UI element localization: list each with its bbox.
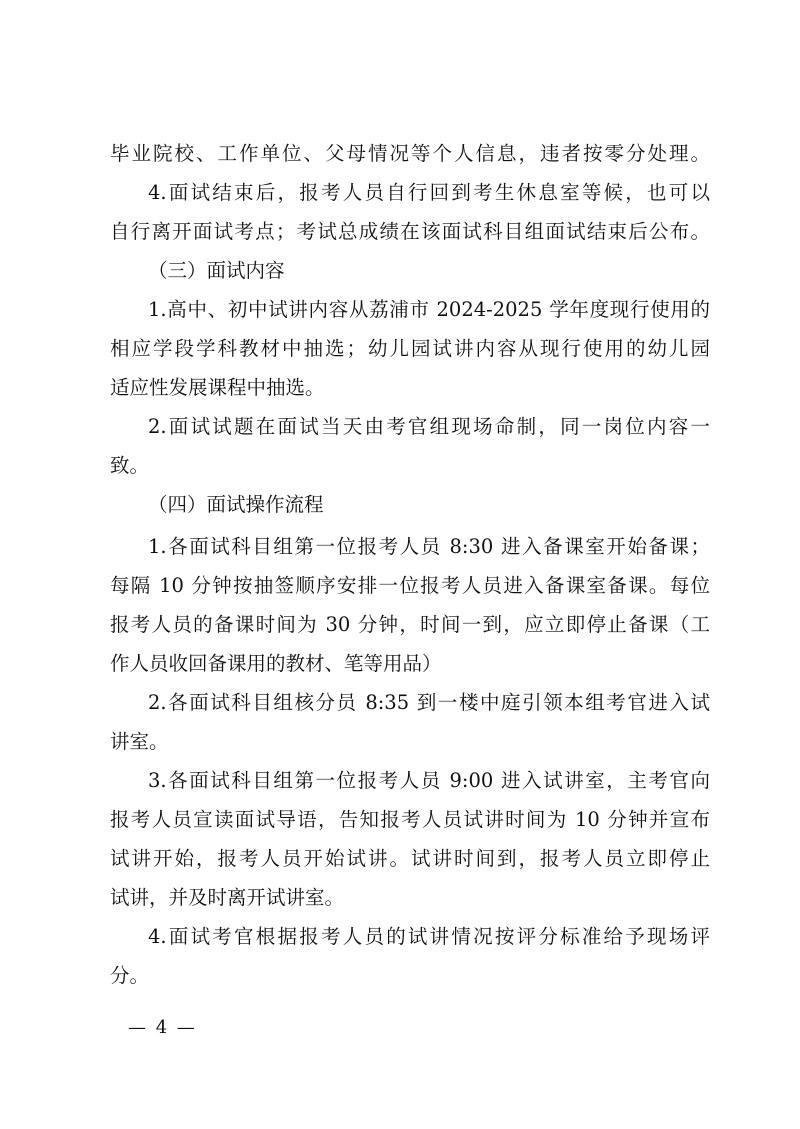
body-text-line: 分。 <box>110 964 150 987</box>
body-text-line: 自行离开面试考点；考试总成绩在该面试科目组面试结束后公布。 <box>110 220 710 243</box>
body-text-line: 每隔 10 分钟按抽签顺序安排一位报考人员进入备课室备课。每位 <box>110 574 710 597</box>
body-text-line: 毕业院校、工作单位、父母情况等个人信息，违者按零分处理。 <box>110 142 710 165</box>
body-text-line: 试讲开始，报考人员开始试讲。试讲时间到，报考人员立即停止 <box>110 847 710 870</box>
section-heading: （四）面试操作流程 <box>148 493 324 516</box>
body-text-line: 1.高中、初中试讲内容从荔浦市 2024-2025 学年度现行使用的 <box>148 298 710 321</box>
body-text-line: 试讲，并及时离开试讲室。 <box>110 886 345 909</box>
body-text-line: 讲室。 <box>110 730 169 753</box>
body-text-line: 报考人员宣读面试导语，告知报考人员试讲时间为 10 分钟并宣布 <box>110 808 710 831</box>
body-text-line: 1.各面试科目组第一位报考人员 8:30 进入备课室开始备课； <box>148 535 710 558</box>
body-text-line: 作人员收回备课用的教材、笔等用品） <box>110 652 442 675</box>
body-text-line: 相应学段学科教材中抽选；幼儿园试讲内容从现行使用的幼儿园 <box>110 337 710 360</box>
body-text-line: 2.各面试科目组核分员 8:35 到一楼中庭引领本组考官进入试 <box>148 691 710 714</box>
section-heading: （三）面试内容 <box>148 259 285 282</box>
body-text-line: 适应性发展课程中抽选。 <box>110 376 325 399</box>
body-text-line: 致。 <box>110 454 150 477</box>
body-text-line: 报考人员的备课时间为 30 分钟，时间一到，应立即停止备课（工 <box>110 613 710 636</box>
body-text-line: 4.面试考官根据报考人员的试讲情况按评分标准给予现场评 <box>148 925 710 948</box>
body-text-line: 2.面试试题在面试当天由考官组现场命制，同一岗位内容一 <box>148 415 710 438</box>
body-text-line: 3.各面试科目组第一位报考人员 9:00 进入试讲室，主考官向 <box>148 769 710 792</box>
page-number: — 4 — <box>128 1017 197 1038</box>
body-text-line: 4.面试结束后，报考人员自行回到考生休息室等候，也可以 <box>148 181 710 204</box>
